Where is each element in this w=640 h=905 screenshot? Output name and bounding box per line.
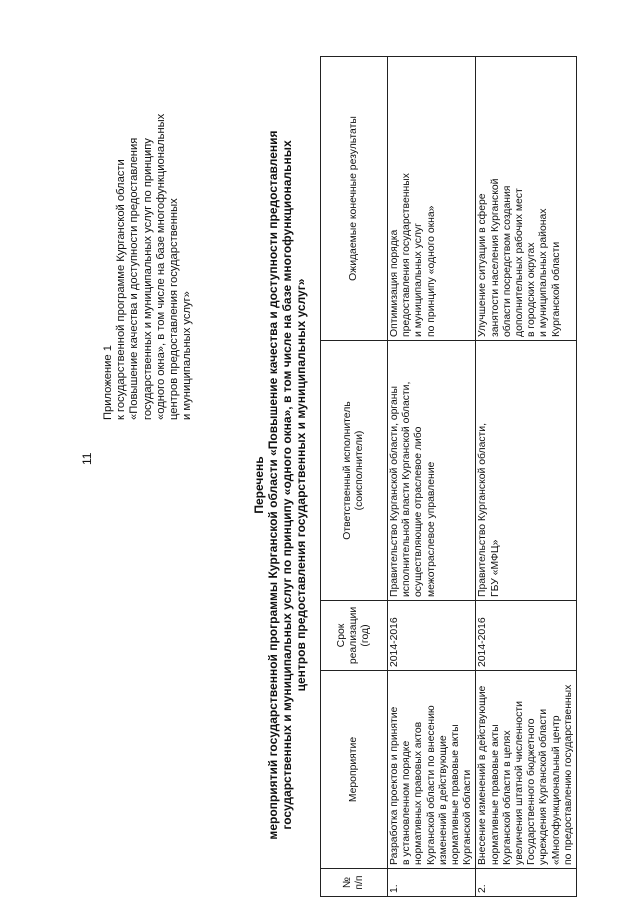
cell-num: 1. [388, 869, 476, 897]
header-results: Ожидаемые конечные результаты [321, 57, 388, 341]
document-title [252, 125, 308, 845]
page-number: 11 [80, 452, 94, 465]
title-line: мероприятий государственной программы Курганской области «Повышение качества и доступности предоставления [266, 130, 280, 840]
title-line: центров предоставления государственных и муниципальных услуг» [294, 278, 308, 692]
appendix-note [102, 90, 194, 420]
header-num: № п/п [321, 869, 388, 897]
cell-term: 2014-2016 [476, 601, 577, 671]
appendix-line: «Повышение качества и доступности предоставления [128, 137, 141, 420]
table-row [388, 57, 476, 897]
header-activity: Мероприятие [321, 671, 388, 869]
header-term: Срок реализации (год) [321, 601, 388, 671]
header-executor: Ответственный исполнитель (соисполнители) [321, 341, 388, 601]
appendix-line: и муниципальных услуг» [181, 291, 194, 420]
cell-term: 2014-2016 [388, 601, 476, 671]
cell-num: 2. [476, 869, 577, 897]
cell-executor: Правительство Курганской области, органы исполнительной власти Курганской области, осуществляющие отраслевое либо межотраслевое управление [388, 341, 476, 601]
cell-results: Оптимизация порядка предоставления государственных и муниципальных услуг по принципу «одного окна» [388, 57, 476, 341]
title-line: государственных и муниципальных услуг по принципу «одного окна», в том числе на базе многофункциональных [280, 140, 294, 830]
appendix-line: Приложение 1 [102, 345, 114, 420]
appendix-line: к государственной программе Курганской области [115, 159, 128, 420]
cell-activity: Разработка проектов и принятие в установленном порядке нормативных правовых актов Курганской области по внесению изменений в действующие нормативные правовые акты Курганской области [388, 671, 476, 869]
activities-table [320, 56, 577, 897]
cell-results: Улучшение ситуации в сфере занятости населения Курганской области посредством создания дополнительных рабочих мест в городских округах и муниципальных районах Курганской области [476, 57, 577, 341]
appendix-line: центров предоставления государственных [168, 198, 181, 420]
appendix-line: государственных и муниципальных услуг по принципу [141, 138, 154, 420]
table-header-row [321, 57, 388, 897]
cell-executor: Правительство Курганской области, ГБУ «МФЦ» [476, 341, 577, 601]
appendix-line: «одного окна», в том числе на базе многофункциональных [154, 113, 167, 420]
cell-activity: Внесение изменений в действующие нормативные правовые акты Курганской области в целях увеличения штатной численности Государственного бюджетного учреждения Курганской области «Многофункциональный центр по предоставлению государственных [476, 671, 577, 869]
table-row [476, 57, 577, 897]
title-line: Перечень [252, 456, 266, 514]
